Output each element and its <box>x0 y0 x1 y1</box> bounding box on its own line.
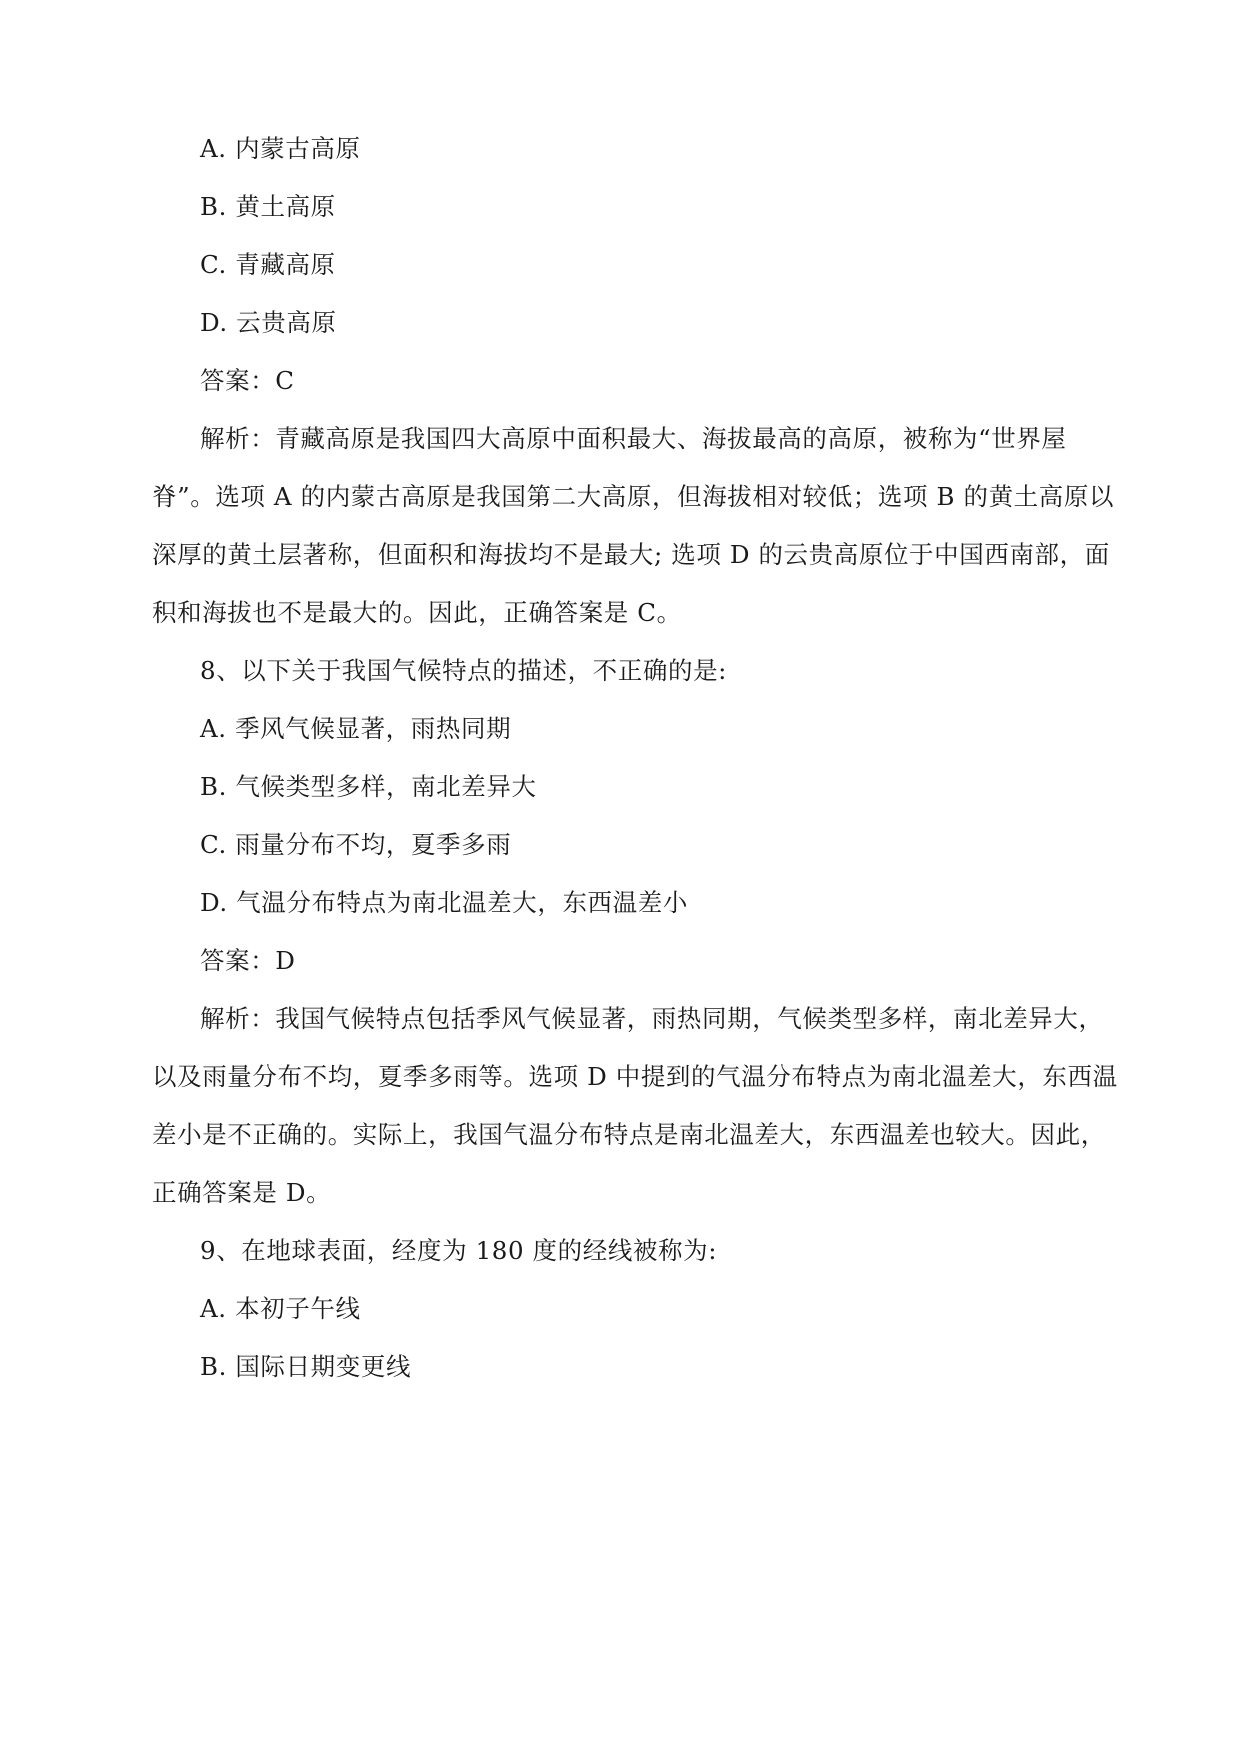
q9-option-a: A. 本初子午线 <box>200 1294 361 1323</box>
q8-option-b: B. 气候类型多样，南北差异大 <box>200 772 537 801</box>
q9-option-b: B. 国际日期变更线 <box>200 1352 412 1381</box>
q8-analysis-line: 以及雨量分布不均，夏季多雨等。选项 D 中提到的气温分布特点为南北温差大，东西温 <box>152 1062 1118 1091</box>
q8-question: 8、以下关于我国气候特点的描述，不正确的是: <box>200 656 728 685</box>
q7-option-b: B. 黄土高原 <box>200 192 336 221</box>
q7-analysis-line: 深厚的黄土层著称，但面积和海拔均不是最大; 选项 D 的云贵高原位于中国西南部，面 <box>152 540 1110 569</box>
q7-option-d: D. 云贵高原 <box>200 308 337 337</box>
q7-analysis-line: 积和海拔也不是最大的。因此，正确答案是 C。 <box>152 598 682 627</box>
q8-analysis-line: 正确答案是 D。 <box>152 1178 332 1207</box>
q9-question: 9、在地球表面，经度为 180 度的经线被称为: <box>200 1236 718 1265</box>
q8-option-c: C. 雨量分布不均，夏季多雨 <box>200 830 512 859</box>
q8-answer: 答案：D <box>200 946 296 975</box>
q7-option-c: C. 青藏高原 <box>200 250 336 279</box>
q7-answer: 答案：C <box>200 366 295 395</box>
q8-option-a: A. 季风气候显著，雨热同期 <box>200 714 512 743</box>
q7-analysis-line: 脊”。选项 A 的内蒙古高原是我国第二大高原，但海拔相对较低；选项 B 的黄土高原以 <box>152 482 1115 511</box>
q8-analysis-line: 解析：我国气候特点包括季风气候显著，雨热同期，气候类型多样，南北差异大， <box>200 1004 1104 1033</box>
q8-option-d: D. 气温分布特点为南北温差大，东西温差小 <box>200 888 688 917</box>
q8-analysis-line: 差小是不正确的。实际上，我国气温分布特点是南北温差大，东西温差也较大。因此， <box>152 1120 1106 1149</box>
q7-option-a: A. 内蒙古高原 <box>200 134 361 163</box>
q7-analysis-line: 解析：青藏高原是我国四大高原中面积最大、海拔最高的高原，被称为“世界屋 <box>200 424 1067 453</box>
